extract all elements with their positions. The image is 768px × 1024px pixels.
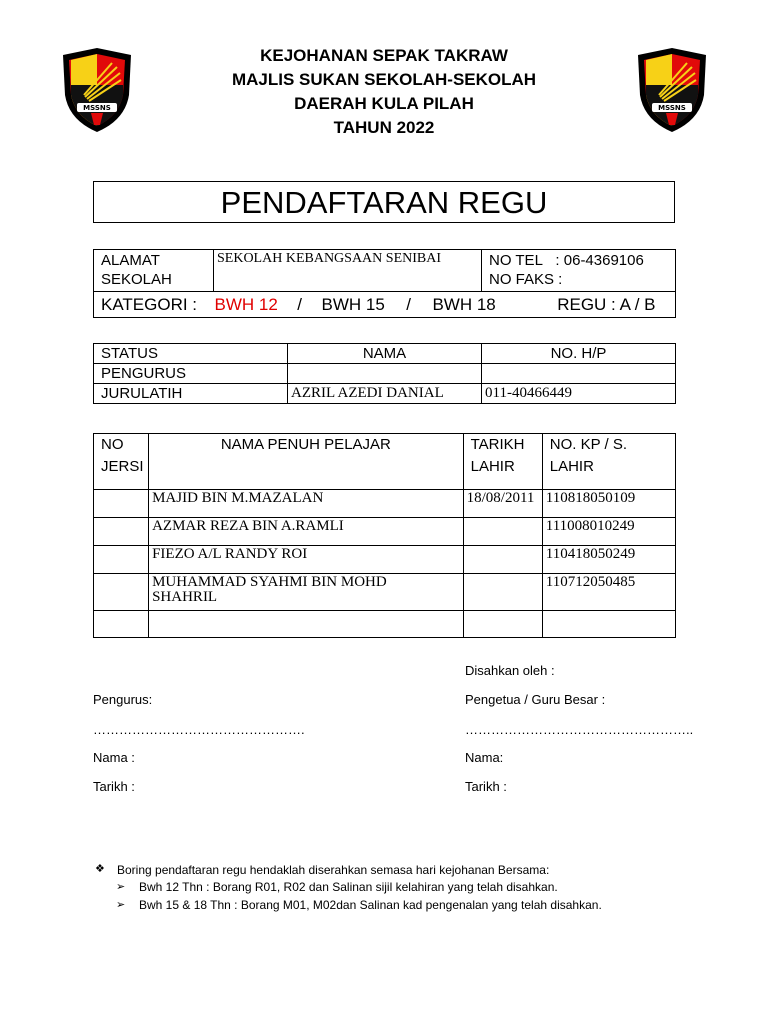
disahkan-label: Disahkan oleh : (465, 663, 555, 678)
header-nama: NAMA (288, 344, 482, 364)
category-row (94, 292, 676, 318)
contact-cell (482, 250, 676, 292)
player-kp (542, 611, 675, 638)
pengurus-nama-label: Nama : (93, 750, 135, 765)
player-dob (463, 611, 542, 638)
player-row (94, 611, 676, 638)
tel-value: : 06-4369106 (555, 252, 644, 269)
pengetua-tarikh-label: Tarikh : (465, 779, 507, 794)
mssns-logo-left (57, 45, 137, 135)
svg-text:MSSNS: MSSNS (658, 104, 686, 112)
header-nama-penuh: NAMA PENUH PELAJAR (149, 434, 464, 490)
header-line-4: TAHUN 2022 (333, 118, 435, 137)
player-no (94, 611, 149, 638)
player-row (94, 574, 676, 611)
player-name (149, 611, 464, 638)
arrow-bullet-icon: ➢ (116, 881, 126, 893)
diamond-bullet-icon: ❖ (95, 863, 105, 875)
note-main: Boring pendaftaran regu hendaklah diserahkan semasa hari kejohanan Bersama: (117, 863, 550, 877)
header-status: STATUS (94, 344, 288, 364)
header-line-3: DAERAH KULA PILAH (294, 94, 474, 113)
player-kp: 110418050249 (542, 546, 675, 574)
player-row (94, 546, 676, 574)
category-separator-1: / (297, 295, 303, 314)
player-name: FIEZO A/L RANDY ROI (149, 546, 464, 574)
category-separator-2: / (406, 295, 411, 314)
player-no (94, 490, 149, 518)
fax-label: NO FAKS : (489, 271, 563, 288)
official-row (94, 364, 676, 384)
category-label: KATEGORI : (101, 295, 198, 314)
player-name: MAJID BIN M.MAZALAN (149, 490, 464, 518)
header-no-kp: NO. KP / S. LAHIR (542, 434, 675, 490)
player-dob (463, 574, 542, 611)
official-hp (482, 364, 676, 384)
note-item: Bwh 15 & 18 Thn : Borang M01, M02dan Salinan kad pengenalan yang telah disahkan. (139, 898, 602, 912)
pengurus-label: Pengurus: (93, 692, 153, 707)
official-hp: 011-40466449 (482, 384, 676, 404)
player-kp: 110712050485 (542, 574, 675, 611)
header-tarikh-lahir: TARIKH LAHIR (463, 434, 542, 490)
official-nama (288, 364, 482, 384)
svg-text:MSSNS: MSSNS (83, 104, 111, 112)
category-bwh15: BWH 15 (321, 295, 385, 314)
pengetua-nama-label: Nama: (465, 750, 504, 765)
player-kp: 111008010249 (542, 518, 675, 546)
official-row (94, 384, 676, 404)
header-no-jersi: NO JERSI (94, 434, 149, 490)
note-item: Bwh 12 Thn : Borang R01, R02 dan Salinan sijil kelahiran yang telah disahkan. (139, 880, 558, 894)
player-row (94, 518, 676, 546)
official-nama: AZRIL AZEDI DANIAL (288, 384, 482, 404)
player-no (94, 574, 149, 611)
player-dob (463, 518, 542, 546)
header-line-1: KEJOHANAN SEPAK TAKRAW (260, 46, 508, 65)
pengetua-label: Pengetua / Guru Besar : (465, 692, 606, 707)
school-name: SEKOLAH KEBANGSAAN SENIBAI (214, 250, 482, 292)
category-bwh18: BWH 18 (432, 295, 496, 314)
school-info-table (93, 249, 676, 318)
official-status: PENGURUS (94, 364, 288, 384)
document-header (160, 44, 608, 140)
header-hp: NO. H/P (482, 344, 676, 364)
player-name: AZMAR REZA BIN A.RAMLI (149, 518, 464, 546)
pengurus-tarikh-label: Tarikh : (93, 779, 135, 794)
official-status: JURULATIH (94, 384, 288, 404)
form-title: PENDAFTARAN REGU (93, 181, 675, 223)
player-kp: 110818050109 (542, 490, 675, 518)
tel-label: NO TEL (489, 252, 543, 269)
regu-label: REGU : A / B (557, 295, 656, 314)
pengetua-signature-line: …………………………………………….. (465, 722, 694, 737)
player-dob (463, 546, 542, 574)
pengurus-signature-line: …………………………………………. (93, 722, 305, 737)
arrow-bullet-icon: ➢ (116, 899, 126, 911)
player-no (94, 546, 149, 574)
player-name: MUHAMMAD SYAHMI BIN MOHD SHAHRIL (149, 574, 464, 611)
category-bwh12: BWH 12 (214, 295, 278, 314)
officials-table (93, 343, 676, 404)
alamat-label: ALAMAT SEKOLAH (94, 250, 214, 292)
mssns-logo-right (632, 45, 712, 135)
player-row (94, 490, 676, 518)
player-dob: 18/08/2011 (463, 490, 542, 518)
player-no (94, 518, 149, 546)
players-table (93, 433, 676, 638)
header-line-2: MAJLIS SUKAN SEKOLAH-SEKOLAH (231, 70, 537, 89)
